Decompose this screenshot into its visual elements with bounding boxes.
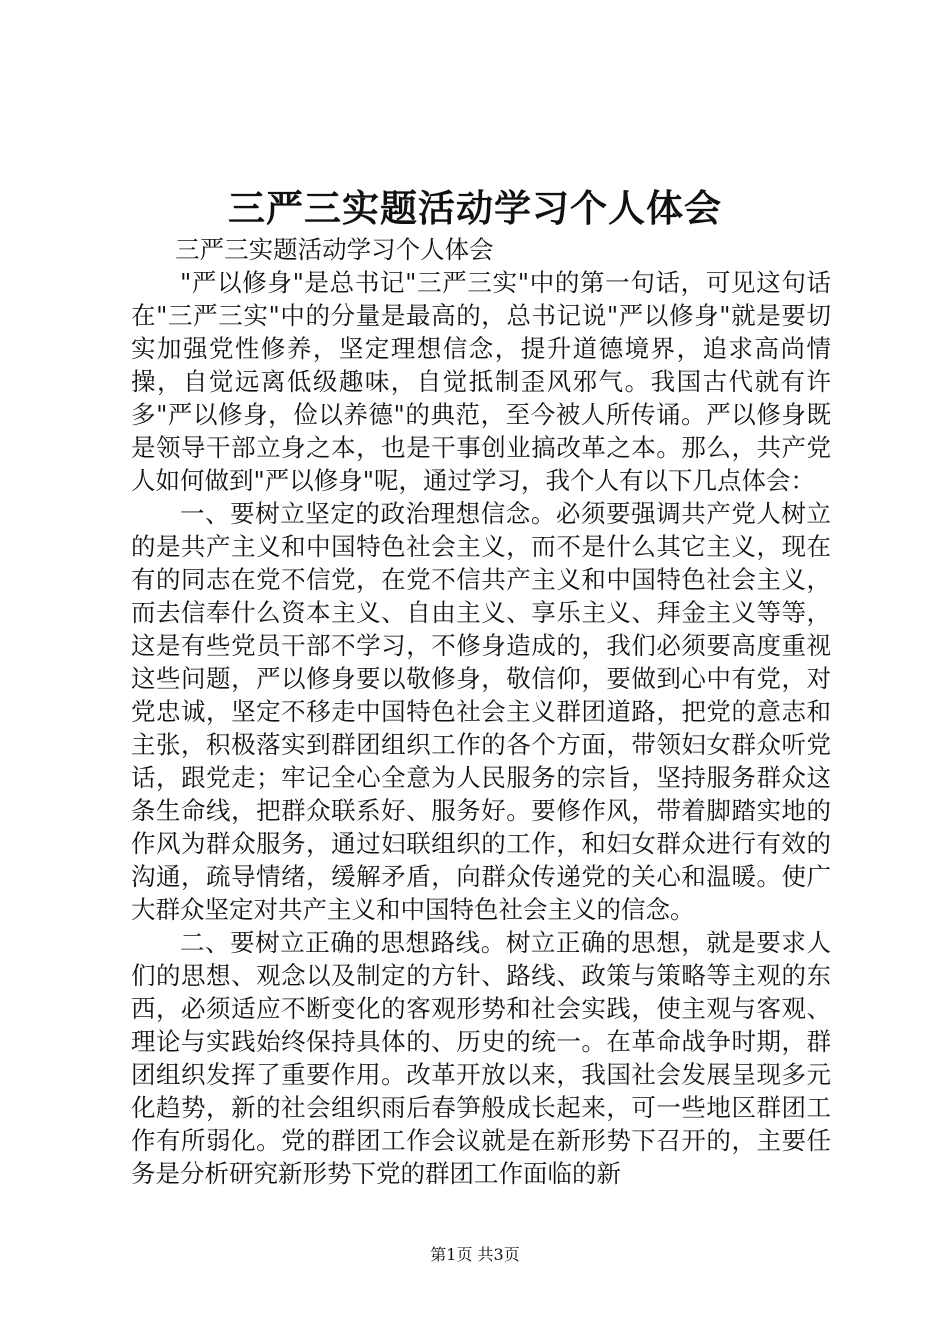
paragraph-intro: "严以修身"是总书记"三严三实"中的第一句话，可见这句话在"三严三实"中的分量是最高的，总书记说"严以修身"就是要切实加强党性修养，坚定理想信念，提升道德境界，追求高尚情操，自觉远离低级趣味，自觉抵制歪风邪气。我国古代就有许多"严以修身，俭以养德"的典范，至今被人所传诵。严以修身既是领导干部立身之本，也是干事创业搞改革之本。那么，共产党人如何做到"严以修身"呢，通过学习，我个人有以下几点体会： — [131, 268, 831, 495]
paragraph-point-two: 二、要树立正确的思想路线。树立正确的思想，就是要求人们的思想、观念以及制定的方针、路线、政策与策略等主观的东西，必须适应不断变化的客观形势和社会实践，使主观与客观、理论与实践始终保持具体的、历史的统一。在革命战争时期，群团组织发挥了重要作用。改革开放以来，我国社会发展呈现多元化趋势，新的社会组织雨后春笋般成长起来，可一些地区群团工作有所弱化。党的群团工作会议就是在新形势下召开的，主要任务是分析研究新形势下党的群团工作面临的新 — [131, 928, 831, 1188]
document-title: 三严三实题活动学习个人体会 — [228, 186, 722, 230]
page-number-footer: 第1页 共3页 — [430, 1245, 520, 1264]
paragraph-point-one: 一、要树立坚定的政治理想信念。必须要强调共产党人树立的是共产主义和中国特色社会主义，而不是什么其它主义，现在有的同志在党不信党，在党不信共产主义和中国特色社会主义，而去信奉什么资本主义、自由主义、享乐主义、拜金主义等等，这是有些党员干部不学习，不修身造成的，我们必须要高度重视这些问题，严以修身要以敬修身，敬信仰，要做到心中有党，对党忠诚，坚定不移走中国特色社会主义群团道路，把党的意志和主张，积极落实到群团组织工作的各个方面，带领妇女群众听党话，跟党走；牢记全心全意为人民服务的宗旨，坚持服务群众这条生命线，把群众联系好、服务好。要修作风，带着脚踏实地的作风为群众服务，通过妇联组织的工作，和妇女群众进行有效的沟通，疏导情绪，缓解矛盾，向群众传递党的关心和温暖。使广大群众坚定对共产主义和中国特色社会主义的信念。 — [131, 499, 831, 924]
document-body — [131, 233, 831, 1190]
paragraph-subtitle: 三严三实题活动学习个人体会 — [175, 235, 494, 264]
